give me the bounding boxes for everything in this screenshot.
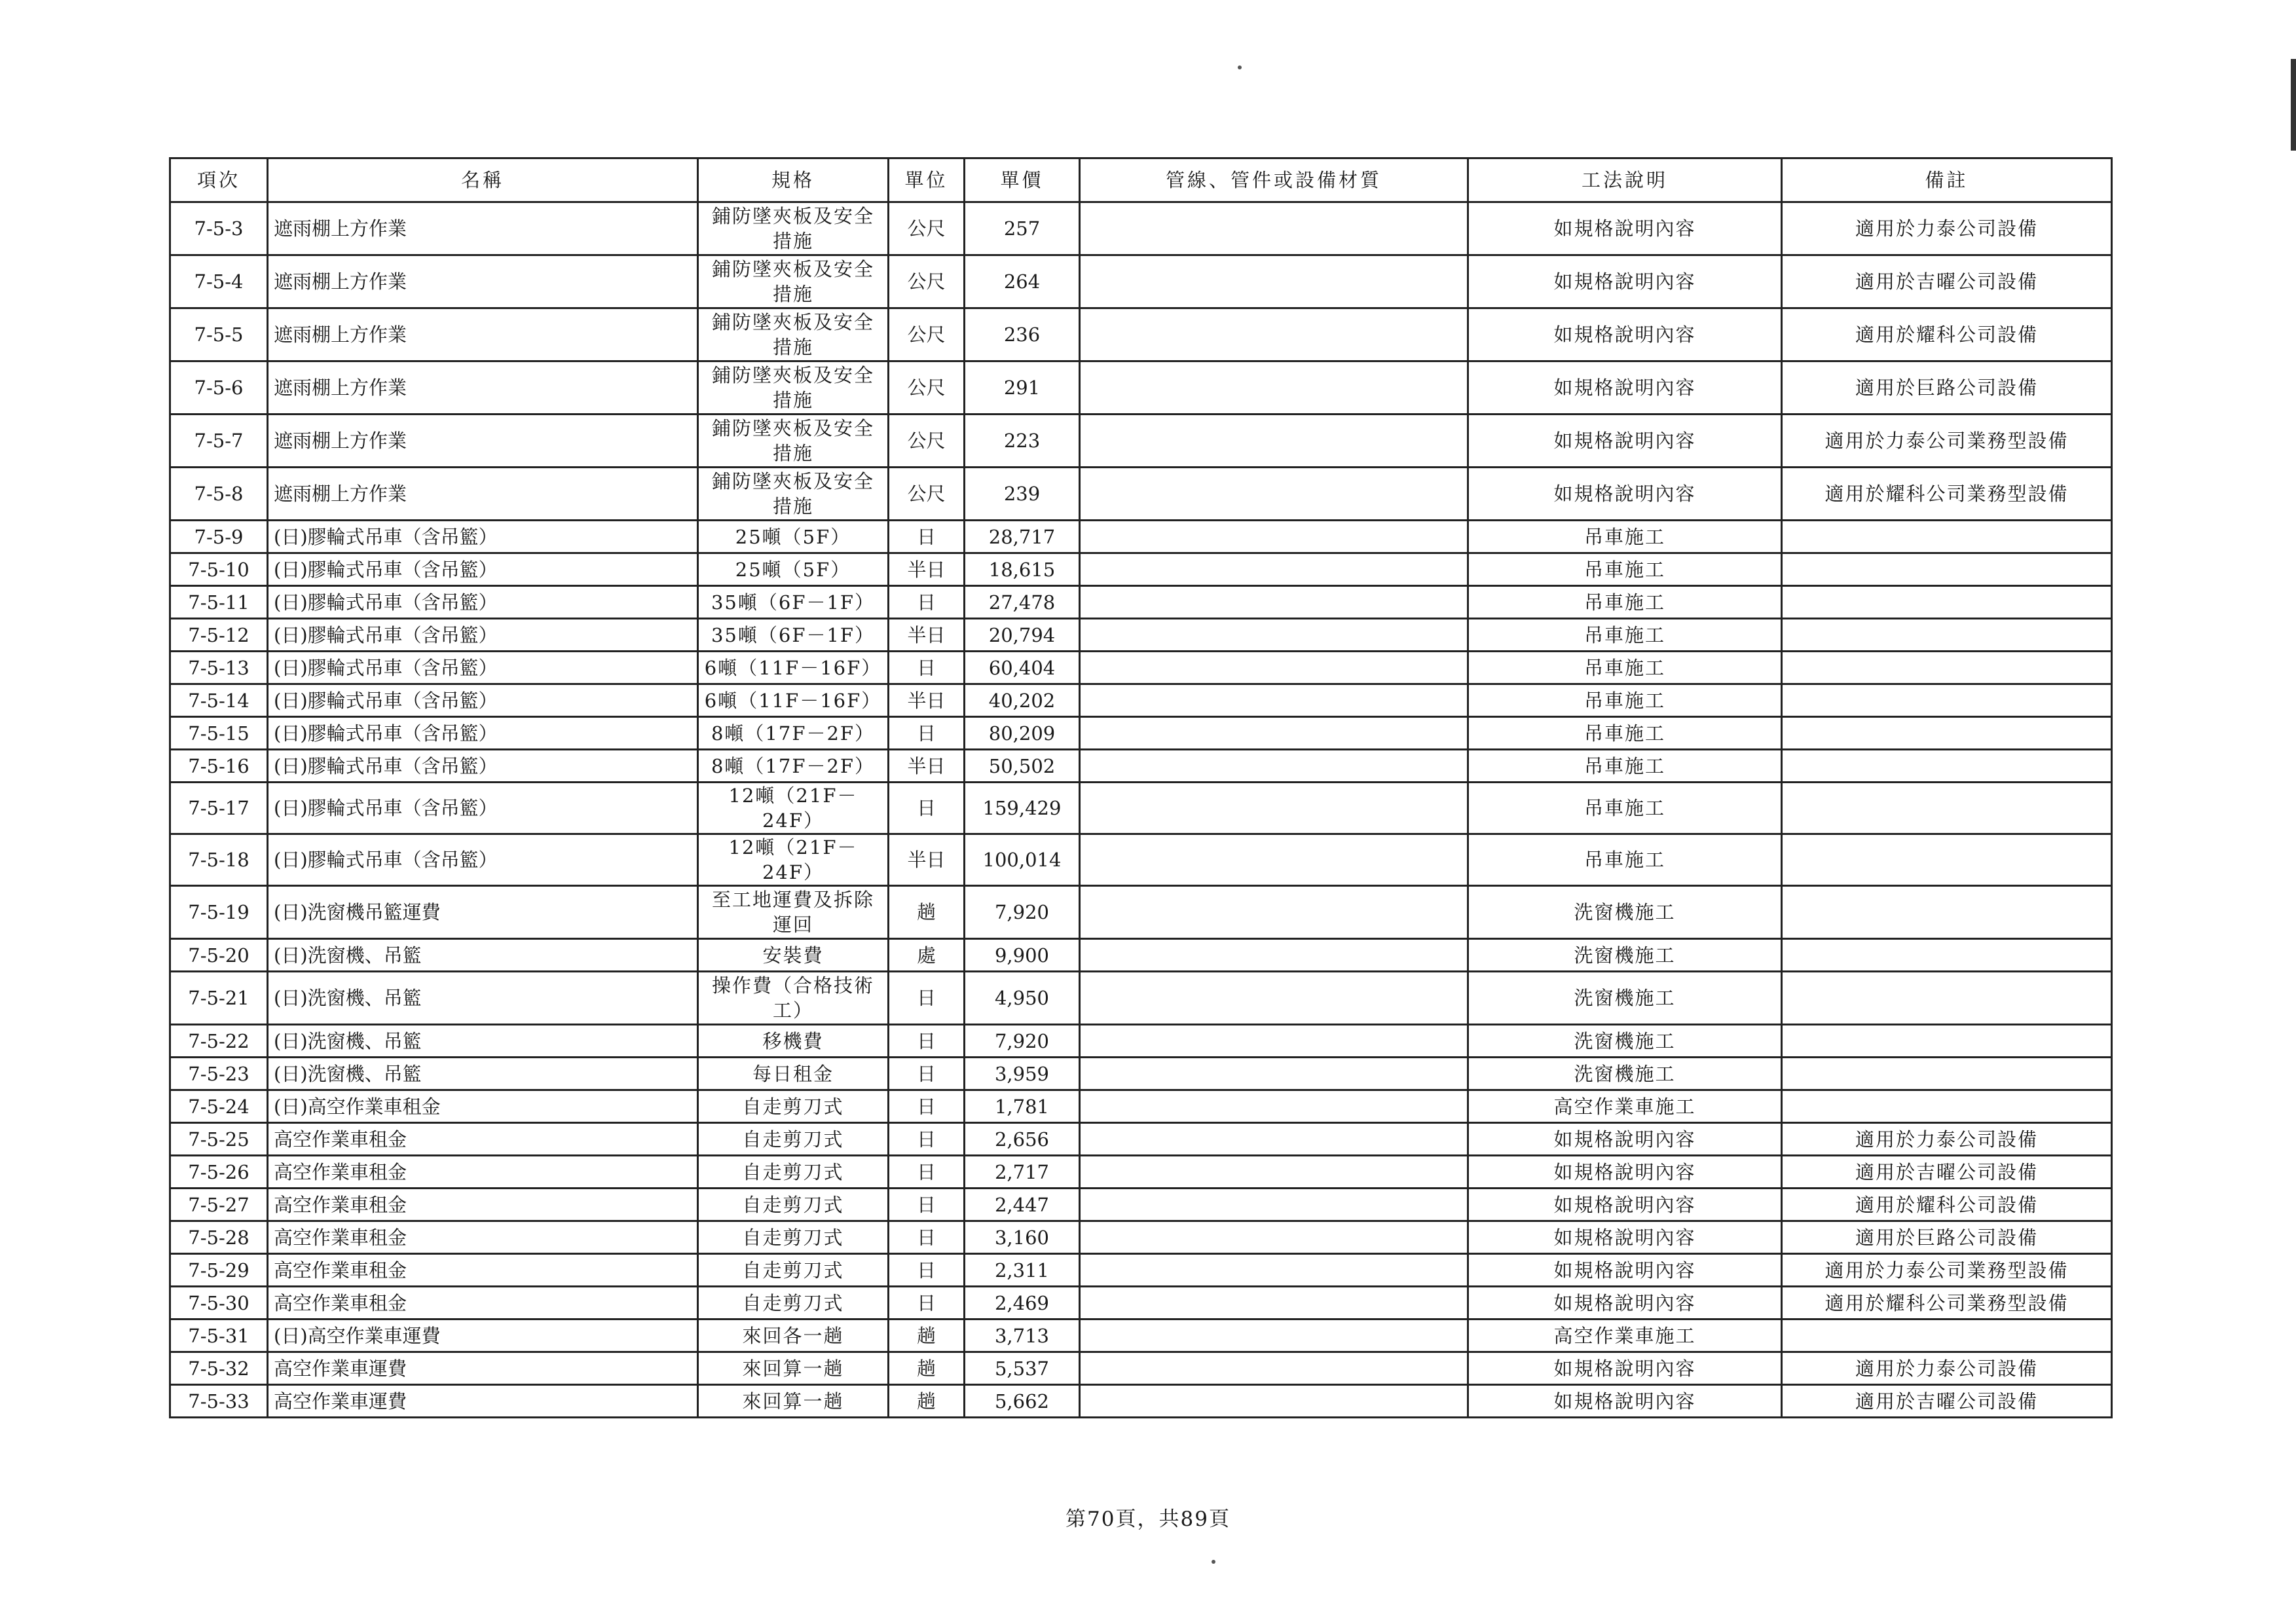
cell-price: 239	[965, 468, 1080, 521]
cell-material	[1080, 1058, 1468, 1090]
cell-price: 7,920	[965, 1025, 1080, 1058]
cell-price: 27,478	[965, 586, 1080, 619]
table-row	[170, 1090, 2112, 1123]
cell-method: 如規格說明內容	[1468, 1123, 1782, 1156]
table-row	[170, 553, 2112, 586]
cell-method: 吊車施工	[1468, 586, 1782, 619]
cell-method: 洗窗機施工	[1468, 1025, 1782, 1058]
cell-unit: 處	[889, 939, 965, 972]
cell-method: 如規格說明內容	[1468, 1352, 1782, 1385]
cell-name: 高空作業車租金	[268, 1189, 698, 1221]
cell-note: 適用於力泰公司業務型設備	[1782, 415, 2112, 468]
cell-unit: 半日	[889, 553, 965, 586]
header-price: 單價	[965, 158, 1080, 202]
cell-code: 7-5-26	[170, 1156, 268, 1189]
cell-note	[1782, 717, 2112, 750]
cell-unit: 半日	[889, 834, 965, 886]
cell-note	[1782, 586, 2112, 619]
cell-name: (日)洗窗機、吊籃	[268, 972, 698, 1025]
cell-code: 7-5-6	[170, 361, 268, 415]
cell-method: 吊車施工	[1468, 717, 1782, 750]
cell-code: 7-5-21	[170, 972, 268, 1025]
cell-material	[1080, 652, 1468, 684]
cell-method: 如規格說明內容	[1468, 415, 1782, 468]
cell-unit: 日	[889, 1058, 965, 1090]
cell-material	[1080, 521, 1468, 553]
cell-method: 吊車施工	[1468, 521, 1782, 553]
cell-method: 如規格說明內容	[1468, 1221, 1782, 1254]
cell-note	[1782, 886, 2112, 939]
table-row	[170, 361, 2112, 415]
cell-material	[1080, 1385, 1468, 1418]
cell-name: 遮雨棚上方作業	[268, 415, 698, 468]
page-number: 第70頁，共89頁	[1065, 1507, 1231, 1531]
cell-material	[1080, 783, 1468, 834]
table-header-row	[170, 158, 2112, 202]
cell-code: 7-5-28	[170, 1221, 268, 1254]
cell-note	[1782, 1090, 2112, 1123]
table-row	[170, 939, 2112, 972]
cell-price: 20,794	[965, 619, 1080, 652]
cell-spec: 25噸（5F）	[698, 521, 889, 553]
cell-note	[1782, 1025, 2112, 1058]
cell-method: 吊車施工	[1468, 834, 1782, 886]
cell-code: 7-5-11	[170, 586, 268, 619]
cell-name: (日)膠輪式吊車（含吊籃）	[268, 717, 698, 750]
cell-unit: 日	[889, 652, 965, 684]
table-row	[170, 521, 2112, 553]
cell-method: 吊車施工	[1468, 750, 1782, 783]
cell-price: 1,781	[965, 1090, 1080, 1123]
cell-material	[1080, 308, 1468, 361]
cell-method: 如規格說明內容	[1468, 468, 1782, 521]
cell-name: (日)洗窗機吊籃運費	[268, 886, 698, 939]
cell-method: 如規格說明內容	[1468, 308, 1782, 361]
table-row	[170, 1221, 2112, 1254]
cell-name: 高空作業車運費	[268, 1385, 698, 1418]
cell-price: 264	[965, 255, 1080, 308]
cell-name: 遮雨棚上方作業	[268, 308, 698, 361]
cell-name: 高空作業車租金	[268, 1123, 698, 1156]
cell-material	[1080, 1320, 1468, 1352]
cell-price: 2,469	[965, 1287, 1080, 1320]
table-row	[170, 1352, 2112, 1385]
cell-code: 7-5-14	[170, 684, 268, 717]
cell-material	[1080, 886, 1468, 939]
cell-method: 如規格說明內容	[1468, 255, 1782, 308]
cell-price: 2,656	[965, 1123, 1080, 1156]
cell-spec: 12噸（21F－24F）	[698, 783, 889, 834]
cell-note: 適用於力泰公司業務型設備	[1782, 1254, 2112, 1287]
cell-name: (日)膠輪式吊車（含吊籃）	[268, 619, 698, 652]
cell-code: 7-5-27	[170, 1189, 268, 1221]
cell-spec: 自走剪刀式	[698, 1254, 889, 1287]
cell-material	[1080, 619, 1468, 652]
cell-spec: 鋪防墜夾板及安全措施	[698, 468, 889, 521]
cell-note: 適用於吉曜公司設備	[1782, 255, 2112, 308]
table-row	[170, 717, 2112, 750]
cell-unit: 公尺	[889, 255, 965, 308]
cell-code: 7-5-20	[170, 939, 268, 972]
cell-code: 7-5-7	[170, 415, 268, 468]
cell-note	[1782, 652, 2112, 684]
cell-spec: 自走剪刀式	[698, 1090, 889, 1123]
cell-spec: 鋪防墜夾板及安全措施	[698, 415, 889, 468]
cell-method: 吊車施工	[1468, 619, 1782, 652]
cell-price: 4,950	[965, 972, 1080, 1025]
cell-method: 如規格說明內容	[1468, 202, 1782, 255]
cell-unit: 日	[889, 1254, 965, 1287]
cell-price: 2,447	[965, 1189, 1080, 1221]
cell-code: 7-5-10	[170, 553, 268, 586]
cell-material	[1080, 1025, 1468, 1058]
cell-name: (日)膠輪式吊車（含吊籃）	[268, 521, 698, 553]
cell-spec: 來回各一趟	[698, 1320, 889, 1352]
cell-unit: 日	[889, 521, 965, 553]
cell-method: 如規格說明內容	[1468, 1254, 1782, 1287]
cell-note: 適用於巨路公司設備	[1782, 1221, 2112, 1254]
header-material: 管線、管件或設備材質	[1080, 158, 1468, 202]
cell-material	[1080, 361, 1468, 415]
cell-name: 遮雨棚上方作業	[268, 361, 698, 415]
cell-price: 40,202	[965, 684, 1080, 717]
cell-code: 7-5-23	[170, 1058, 268, 1090]
cell-material	[1080, 553, 1468, 586]
cell-method: 吊車施工	[1468, 684, 1782, 717]
cell-code: 7-5-12	[170, 619, 268, 652]
cell-unit: 公尺	[889, 468, 965, 521]
cell-note: 適用於耀科公司設備	[1782, 308, 2112, 361]
cell-note	[1782, 939, 2112, 972]
cell-note	[1782, 834, 2112, 886]
cell-name: (日)膠輪式吊車（含吊籃）	[268, 586, 698, 619]
cell-note	[1782, 972, 2112, 1025]
cell-material	[1080, 1090, 1468, 1123]
cell-unit: 日	[889, 972, 965, 1025]
cell-code: 7-5-16	[170, 750, 268, 783]
cell-code: 7-5-18	[170, 834, 268, 886]
cell-name: (日)洗窗機、吊籃	[268, 1058, 698, 1090]
cell-unit: 趟	[889, 1385, 965, 1418]
cell-price: 100,014	[965, 834, 1080, 886]
cell-code: 7-5-24	[170, 1090, 268, 1123]
table-row	[170, 684, 2112, 717]
cell-note	[1782, 783, 2112, 834]
cell-unit: 日	[889, 1156, 965, 1189]
cell-unit: 日	[889, 1189, 965, 1221]
cell-unit: 趟	[889, 886, 965, 939]
cell-spec: 至工地運費及拆除運回	[698, 886, 889, 939]
cell-note: 適用於耀科公司業務型設備	[1782, 1287, 2112, 1320]
cell-spec: 鋪防墜夾板及安全措施	[698, 202, 889, 255]
table-row	[170, 783, 2112, 834]
cell-spec: 12噸（21F－24F）	[698, 834, 889, 886]
cell-note: 適用於吉曜公司設備	[1782, 1385, 2112, 1418]
cell-method: 高空作業車施工	[1468, 1090, 1782, 1123]
header-code: 項次	[170, 158, 268, 202]
cell-material	[1080, 415, 1468, 468]
cell-material	[1080, 468, 1468, 521]
price-table	[169, 157, 2113, 1418]
cell-unit: 公尺	[889, 202, 965, 255]
cell-material	[1080, 1221, 1468, 1254]
cell-spec: 安裝費	[698, 939, 889, 972]
header-name: 名稱	[268, 158, 698, 202]
cell-method: 高空作業車施工	[1468, 1320, 1782, 1352]
cell-unit: 半日	[889, 684, 965, 717]
cell-note: 適用於巨路公司設備	[1782, 361, 2112, 415]
table-row	[170, 468, 2112, 521]
cell-method: 吊車施工	[1468, 783, 1782, 834]
cell-code: 7-5-4	[170, 255, 268, 308]
cell-method: 如規格說明內容	[1468, 361, 1782, 415]
cell-price: 236	[965, 308, 1080, 361]
cell-code: 7-5-22	[170, 1025, 268, 1058]
table-row	[170, 1156, 2112, 1189]
cell-note	[1782, 553, 2112, 586]
table-row	[170, 750, 2112, 783]
cell-unit: 趟	[889, 1352, 965, 1385]
cell-unit: 日	[889, 1090, 965, 1123]
header-note: 備註	[1782, 158, 2112, 202]
cell-price: 291	[965, 361, 1080, 415]
cell-material	[1080, 1254, 1468, 1287]
cell-spec: 自走剪刀式	[698, 1189, 889, 1221]
cell-name: (日)高空作業車運費	[268, 1320, 698, 1352]
cell-spec: 鋪防墜夾板及安全措施	[698, 308, 889, 361]
cell-spec: 35噸（6F－1F）	[698, 586, 889, 619]
table-row	[170, 1385, 2112, 1418]
cell-method: 吊車施工	[1468, 652, 1782, 684]
table-row	[170, 652, 2112, 684]
cell-material	[1080, 1189, 1468, 1221]
table-row	[170, 1320, 2112, 1352]
cell-price: 2,717	[965, 1156, 1080, 1189]
table-row	[170, 202, 2112, 255]
cell-unit: 半日	[889, 619, 965, 652]
cell-name: (日)洗窗機、吊籃	[268, 1025, 698, 1058]
cell-method: 如規格說明內容	[1468, 1385, 1782, 1418]
cell-spec: 8噸（17F－2F）	[698, 717, 889, 750]
cell-code: 7-5-32	[170, 1352, 268, 1385]
cell-spec: 自走剪刀式	[698, 1123, 889, 1156]
table-row	[170, 619, 2112, 652]
cell-name: (日)膠輪式吊車（含吊籃）	[268, 684, 698, 717]
cell-spec: 來回算一趟	[698, 1352, 889, 1385]
cell-code: 7-5-9	[170, 521, 268, 553]
cell-method: 洗窗機施工	[1468, 939, 1782, 972]
cell-price: 159,429	[965, 783, 1080, 834]
cell-note: 適用於耀科公司設備	[1782, 1189, 2112, 1221]
cell-price: 60,404	[965, 652, 1080, 684]
cell-unit: 日	[889, 783, 965, 834]
cell-price: 9,900	[965, 939, 1080, 972]
cell-note: 適用於吉曜公司設備	[1782, 1156, 2112, 1189]
cell-code: 7-5-33	[170, 1385, 268, 1418]
cell-price: 28,717	[965, 521, 1080, 553]
table-row	[170, 255, 2112, 308]
cell-method: 如規格說明內容	[1468, 1189, 1782, 1221]
cell-price: 3,160	[965, 1221, 1080, 1254]
cell-material	[1080, 972, 1468, 1025]
cell-material	[1080, 586, 1468, 619]
cell-unit: 日	[889, 717, 965, 750]
cell-spec: 8噸（17F－2F）	[698, 750, 889, 783]
table-row	[170, 586, 2112, 619]
cell-spec: 25噸（5F）	[698, 553, 889, 586]
cell-spec: 自走剪刀式	[698, 1156, 889, 1189]
cell-name: (日)膠輪式吊車（含吊籃）	[268, 834, 698, 886]
cell-price: 18,615	[965, 553, 1080, 586]
cell-material	[1080, 834, 1468, 886]
header-spec: 規格	[698, 158, 889, 202]
cell-spec: 操作費（合格技術工）	[698, 972, 889, 1025]
table-row	[170, 415, 2112, 468]
cell-code: 7-5-17	[170, 783, 268, 834]
header-unit: 單位	[889, 158, 965, 202]
table-row	[170, 1025, 2112, 1058]
cell-name: (日)高空作業車租金	[268, 1090, 698, 1123]
header-method: 工法說明	[1468, 158, 1782, 202]
cell-code: 7-5-8	[170, 468, 268, 521]
table-row	[170, 1189, 2112, 1221]
cell-method: 如規格說明內容	[1468, 1287, 1782, 1320]
table-row	[170, 972, 2112, 1025]
cell-material	[1080, 1156, 1468, 1189]
cell-note	[1782, 750, 2112, 783]
cell-name: (日)膠輪式吊車（含吊籃）	[268, 553, 698, 586]
cell-note	[1782, 521, 2112, 553]
table-row	[170, 1123, 2112, 1156]
cell-name: 遮雨棚上方作業	[268, 255, 698, 308]
cell-material	[1080, 1352, 1468, 1385]
cell-note	[1782, 684, 2112, 717]
cell-spec: 鋪防墜夾板及安全措施	[698, 255, 889, 308]
table-row	[170, 308, 2112, 361]
cell-material	[1080, 255, 1468, 308]
cell-spec: 鋪防墜夾板及安全措施	[698, 361, 889, 415]
cell-name: (日)膠輪式吊車（含吊籃）	[268, 652, 698, 684]
cell-price: 5,662	[965, 1385, 1080, 1418]
cell-note	[1782, 619, 2112, 652]
cell-name: (日)膠輪式吊車（含吊籃）	[268, 750, 698, 783]
scan-speck	[1238, 65, 1242, 69]
cell-price: 2,311	[965, 1254, 1080, 1287]
table-row	[170, 1058, 2112, 1090]
cell-unit: 趟	[889, 1320, 965, 1352]
cell-material	[1080, 684, 1468, 717]
cell-name: 遮雨棚上方作業	[268, 202, 698, 255]
cell-material	[1080, 202, 1468, 255]
cell-material	[1080, 1123, 1468, 1156]
cell-unit: 公尺	[889, 415, 965, 468]
cell-material	[1080, 939, 1468, 972]
cell-note	[1782, 1320, 2112, 1352]
cell-spec: 來回算一趟	[698, 1385, 889, 1418]
cell-code: 7-5-15	[170, 717, 268, 750]
cell-code: 7-5-31	[170, 1320, 268, 1352]
cell-unit: 日	[889, 1123, 965, 1156]
cell-note	[1782, 1058, 2112, 1090]
cell-material	[1080, 750, 1468, 783]
cell-method: 洗窗機施工	[1468, 886, 1782, 939]
cell-method: 洗窗機施工	[1468, 972, 1782, 1025]
cell-name: 遮雨棚上方作業	[268, 468, 698, 521]
cell-code: 7-5-25	[170, 1123, 268, 1156]
cell-method: 洗窗機施工	[1468, 1058, 1782, 1090]
cell-method: 吊車施工	[1468, 553, 1782, 586]
cell-unit: 日	[889, 1025, 965, 1058]
cell-note: 適用於耀科公司業務型設備	[1782, 468, 2112, 521]
cell-spec: 自走剪刀式	[698, 1287, 889, 1320]
cell-spec: 自走剪刀式	[698, 1221, 889, 1254]
scan-speck	[1212, 1560, 1215, 1564]
cell-code: 7-5-13	[170, 652, 268, 684]
cell-name: 高空作業車租金	[268, 1287, 698, 1320]
cell-note: 適用於力泰公司設備	[1782, 202, 2112, 255]
cell-name: (日)膠輪式吊車（含吊籃）	[268, 783, 698, 834]
table-row	[170, 1254, 2112, 1287]
cell-unit: 半日	[889, 750, 965, 783]
cell-spec: 35噸（6F－1F）	[698, 619, 889, 652]
cell-code: 7-5-29	[170, 1254, 268, 1287]
table-row	[170, 1287, 2112, 1320]
cell-name: 高空作業車運費	[268, 1352, 698, 1385]
cell-unit: 日	[889, 1221, 965, 1254]
cell-spec: 移機費	[698, 1025, 889, 1058]
cell-price: 5,537	[965, 1352, 1080, 1385]
cell-unit: 日	[889, 586, 965, 619]
cell-code: 7-5-30	[170, 1287, 268, 1320]
scan-edge-mark	[2291, 59, 2296, 151]
cell-price: 223	[965, 415, 1080, 468]
cell-code: 7-5-19	[170, 886, 268, 939]
cell-name: 高空作業車租金	[268, 1254, 698, 1287]
cell-code: 7-5-3	[170, 202, 268, 255]
cell-code: 7-5-5	[170, 308, 268, 361]
cell-unit: 日	[889, 1287, 965, 1320]
cell-note: 適用於力泰公司設備	[1782, 1352, 2112, 1385]
table-row	[170, 886, 2112, 939]
cell-price: 80,209	[965, 717, 1080, 750]
cell-spec: 6噸（11F－16F）	[698, 684, 889, 717]
cell-price: 50,502	[965, 750, 1080, 783]
cell-name: 高空作業車租金	[268, 1221, 698, 1254]
cell-spec: 每日租金	[698, 1058, 889, 1090]
cell-unit: 公尺	[889, 308, 965, 361]
cell-name: (日)洗窗機、吊籃	[268, 939, 698, 972]
cell-material	[1080, 717, 1468, 750]
cell-spec: 6噸（11F－16F）	[698, 652, 889, 684]
cell-price: 7,920	[965, 886, 1080, 939]
cell-material	[1080, 1287, 1468, 1320]
cell-price: 3,959	[965, 1058, 1080, 1090]
cell-method: 如規格說明內容	[1468, 1156, 1782, 1189]
cell-price: 3,713	[965, 1320, 1080, 1352]
cell-unit: 公尺	[889, 361, 965, 415]
cell-price: 257	[965, 202, 1080, 255]
cell-note: 適用於力泰公司設備	[1782, 1123, 2112, 1156]
table-row	[170, 834, 2112, 886]
cell-name: 高空作業車租金	[268, 1156, 698, 1189]
